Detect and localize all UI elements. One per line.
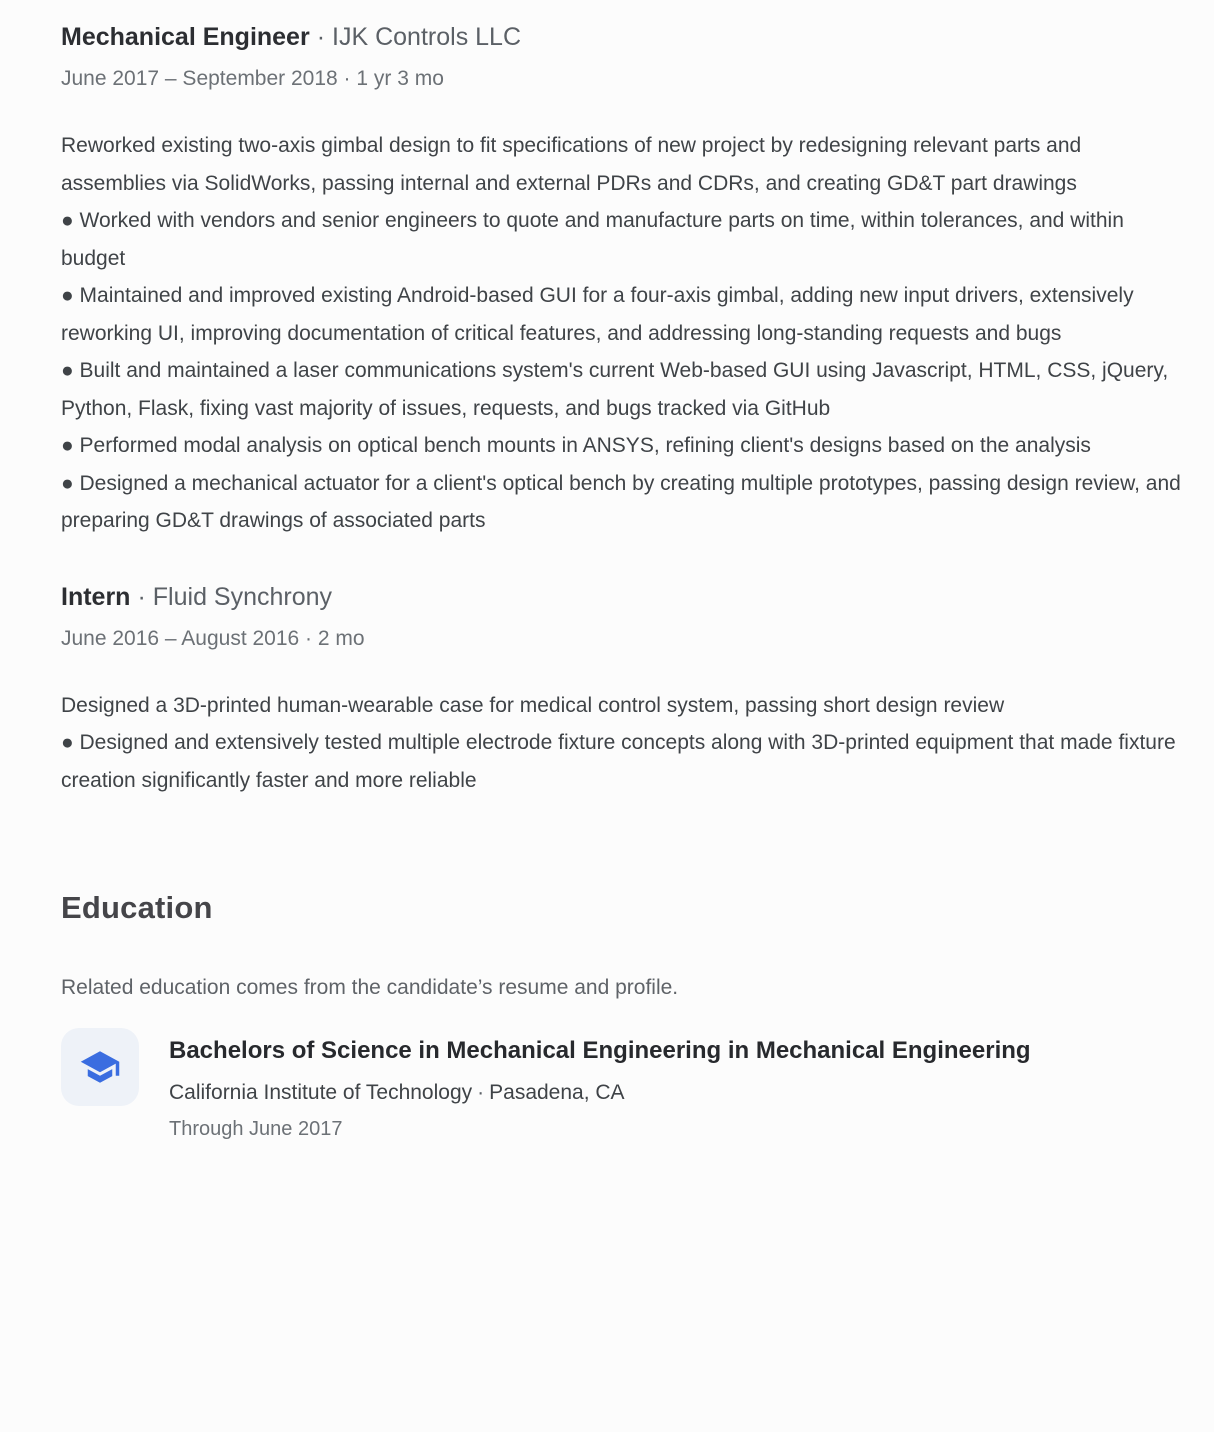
experience-entry-mechanical-engineer	[61, 22, 1181, 540]
job-description	[61, 127, 1181, 540]
title-company-separator: ·	[316, 23, 326, 51]
employment-dates: June 2016 – August 2016 · 2 mo	[61, 626, 365, 650]
education-icon-tile	[61, 1028, 139, 1106]
school-line	[169, 1080, 1031, 1106]
school-location-separator: ·	[477, 1081, 485, 1104]
education-entry	[61, 1028, 1181, 1142]
job-title: Mechanical Engineer	[61, 23, 310, 51]
employment-dates: June 2017 – September 2018 · 1 yr 3 mo	[61, 67, 444, 90]
job-description	[61, 687, 1181, 800]
education-dates: Through June 2017	[169, 1118, 343, 1140]
degree-title: Bachelors of Science in Mechanical Engineering in Mechanical Engineering	[169, 1037, 1031, 1064]
description-bullet: ● Built and maintained a laser communications system's current Web-based GUI using Javascript, HTML, CSS, jQuery, Python, Flask, fixing vast majority of issues, requests, and bugs tracked via GitHub	[61, 359, 1169, 420]
company-name: Fluid Synchrony	[152, 582, 333, 611]
title-company-separator: ·	[137, 582, 146, 611]
description-bullet: ● Designed a mechanical actuator for a client's optical bench by creating multiple prototypes, passing design review, and preparing GD&T drawings of associated parts	[61, 471, 1181, 532]
description-bullet: ● Designed and extensively tested multiple electrode fixture concepts along with 3D-printed equipment that made fixture creation significantly faster and more reliable	[61, 731, 1176, 792]
description-paragraph: Designed a 3D-printed human-wearable case for medical control system, passing short design review	[61, 693, 1005, 717]
description-bullet: ● Maintained and improved existing Android-based GUI for a four-axis gimbal, adding new input drivers, extensively reworking UI, improving documentation of critical features, and addressing long-standing requests and bugs	[61, 284, 1134, 345]
description-bullet: ● Performed modal analysis on optical bench mounts in ANSYS, refining client's designs based on the analysis	[61, 434, 1091, 457]
job-header	[61, 22, 1181, 52]
education-section	[61, 889, 1181, 1142]
experience-entry-intern	[61, 582, 1181, 800]
education-details	[169, 1028, 1031, 1142]
job-title: Intern	[61, 582, 131, 611]
job-header	[61, 582, 1181, 612]
education-heading: Education	[61, 890, 213, 925]
school-name: California Institute of Technology	[169, 1081, 473, 1104]
description-paragraph: Reworked existing two-axis gimbal design to fit specifications of new project by redesigning relevant parts and assemblies via SolidWorks, passing internal and external PDRs and CDRs, and creating GD&T part drawings	[61, 134, 1082, 195]
company-name: IJK Controls LLC	[332, 23, 521, 51]
school-location: Pasadena, CA	[489, 1081, 625, 1104]
description-bullet: ● Worked with vendors and senior engineers to quote and manufacture parts on time, within tolerances, and within budget	[61, 209, 1124, 270]
education-source-note: Related education comes from the candidate’s resume and profile.	[61, 976, 679, 999]
graduation-cap-icon	[79, 1046, 121, 1088]
